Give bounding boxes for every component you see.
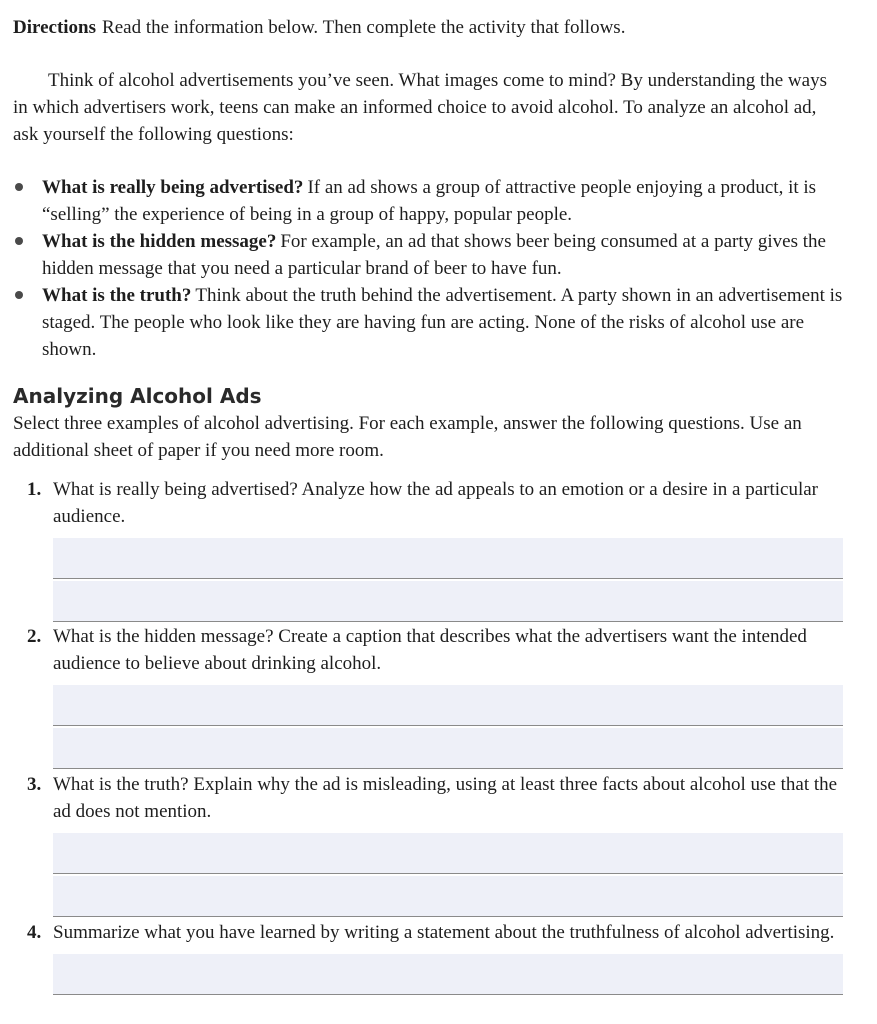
answer-area — [13, 833, 843, 917]
question-prompt: Summarize what you have learned by writing a statement about the truthfulness of alcohol advertising. — [53, 922, 835, 943]
guide-term: What is the truth? — [42, 285, 192, 306]
guide-term: What is the hidden message? — [42, 231, 277, 252]
guide-text: Think about the truth behind the advertisement. A party shown in an advertisement is staged. The people who look like they are having fun are acting. None of the risks of alcohol use are shown. — [42, 285, 843, 360]
bullet-icon — [15, 183, 23, 191]
guide-item-advertised — [13, 174, 843, 228]
question-1 — [13, 476, 843, 622]
question-text — [13, 771, 843, 825]
question-text — [13, 919, 843, 946]
section-heading: Analyzing Alcohol Ads — [13, 384, 262, 408]
guide-text: If an ad shows a group of attractive people enjoying a product, it is “selling” the experience of being in a group of happy, popular people. — [42, 177, 817, 225]
question-number: 3. — [27, 774, 42, 795]
question-3 — [13, 771, 843, 917]
question-4 — [13, 919, 843, 995]
answer-area — [13, 954, 843, 995]
question-text — [13, 623, 843, 677]
guide-term: What is really being advertised? — [42, 177, 304, 198]
answer-field[interactable] — [53, 876, 843, 917]
bullet-icon — [15, 237, 23, 245]
question-text — [13, 476, 843, 530]
directions-label: Directions — [13, 17, 97, 38]
bullet-icon — [15, 291, 23, 299]
answer-area — [13, 538, 843, 622]
answer-field[interactable] — [53, 728, 843, 769]
directions — [13, 15, 625, 41]
question-2 — [13, 623, 843, 769]
directions-text: Read the information below. Then complete the activity that follows. — [102, 17, 626, 38]
question-prompt: What is the hidden message? Create a caption that describes what the advertisers want the intended audience to believe about drinking alcohol. — [53, 626, 807, 674]
intro-paragraph: Think of alcohol advertisements you’ve seen. What images come to mind? By understanding the ways in which advertisers work, teens can make an informed choice to avoid alcohol. To analyze an alcohol ad, ask yourself the following questions: — [13, 70, 827, 145]
answer-field[interactable] — [53, 685, 843, 726]
guide-text: For example, an ad that shows beer being consumed at a party gives the hidden message that you need a particular brand of beer to have fun. — [42, 231, 826, 279]
question-number: 2. — [27, 626, 42, 647]
question-number: 4. — [27, 922, 42, 943]
question-number: 1. — [27, 479, 42, 500]
question-prompt: What is the truth? Explain why the ad is misleading, using at least three facts about alcohol use that the ad does not mention. — [53, 774, 838, 822]
answer-field[interactable] — [53, 581, 843, 622]
answer-field[interactable] — [53, 954, 843, 995]
answer-field[interactable] — [53, 538, 843, 579]
answer-field[interactable] — [53, 833, 843, 874]
guide-item-hidden-message — [13, 228, 843, 282]
answer-area — [13, 685, 843, 769]
section-intro: Select three examples of alcohol advertising. For each example, answer the following questions. Use an additional sheet of paper if you need more room. — [13, 413, 802, 461]
guide-item-truth — [13, 282, 843, 363]
question-guide-list — [13, 174, 843, 363]
question-prompt: What is really being advertised? Analyze how the ad appeals to an emotion or a desire in a particular audience. — [53, 479, 818, 527]
